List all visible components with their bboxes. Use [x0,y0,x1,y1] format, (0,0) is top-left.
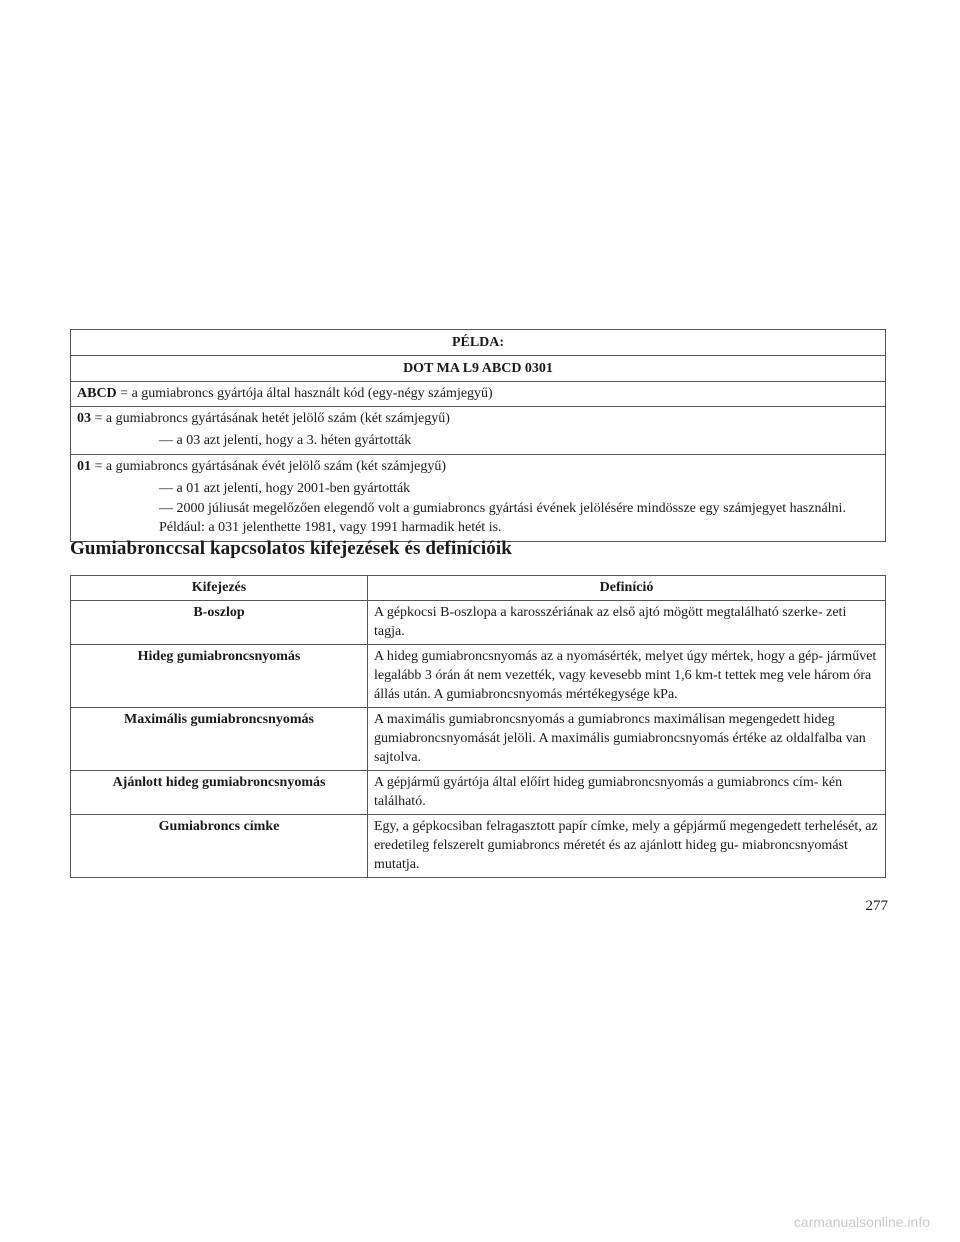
section-heading: Gumiabronccsal kapcsolatos kifejezések és definícióik [70,538,512,559]
example-row-week [71,406,885,454]
example-text: = a gumiabroncs gyártásának hetét jelölő szám (két számjegyű) [91,411,450,426]
table-row [71,771,886,815]
example-sub-line: — a 01 azt jelenti, hogy 2001-ben gyártották [159,481,411,496]
example-text: = a gumiabroncs gyártója által használt kód (egy-négy számjegyű) [116,386,493,401]
term-cell: B-oszlop [71,601,368,645]
example-sub-list [77,479,879,537]
column-header-definition: Definíció [368,576,886,601]
example-title: PÉLDA: [451,335,505,350]
example-key: 01 [77,459,91,474]
term-cell: Ajánlott hideg gumiabroncsnyomás [71,771,368,815]
table-header-row [71,576,886,601]
table-row [71,645,886,708]
example-sub-line: — 2000 júliusát megelőzően elegendő volt a gumiabroncs gyártási évének jelölésére mindössze egy számjegyet használni. Például: a 031 jelenthette 1981, vagy 1991 harmadik hetét is. [159,501,846,535]
page-number: 277 [865,898,888,914]
definition-cell: A gépjármű gyártója által előírt hideg gumiabroncsnyomás a gumiabroncs cím- kén található. [368,771,886,815]
table-row [71,815,886,878]
example-sub-line: — a 03 azt jelenti, hogy a 3. héten gyártották [159,433,412,448]
column-header-term: Kifejezés [71,576,368,601]
example-text: = a gumiabroncs gyártásának évét jelölő szám (két számjegyű) [91,459,447,474]
term-cell: Maximális gumiabroncsnyomás [71,708,368,771]
term-cell: Gumiabroncs címke [71,815,368,878]
example-row-abcd [71,381,885,406]
definition-cell: Egy, a gépkocsiban felragasztott papír címke, mely a gépjármű megengedett terhelését, az eredetileg felszerelt gumiabroncs méretét és az ajánlott hideg gu- miabroncsnyomást mutatja. [368,815,886,878]
example-box [70,329,886,542]
definition-cell: A maximális gumiabroncsnyomás a gumiabroncs maximálisan megengedett hideg gumiabroncsnyomását jelöli. A maximális gumiabroncsnyomás értéke az oldalfalba van sajtolva. [368,708,886,771]
term-cell: Hideg gumiabroncsnyomás [71,645,368,708]
table-row [71,601,886,645]
table-row [71,708,886,771]
example-row-year [71,454,885,541]
definitions-table [70,575,886,878]
example-key: ABCD [77,386,117,401]
watermark: carmanualsonline.info [793,1214,930,1230]
definition-cell: A hideg gumiabroncsnyomás az a nyomásérték, melyet úgy mértek, hogy a gép- járművet legalább 3 órán át nem vezették, vagy kevesebb mint 1,6 km-t tettek meg vele három óra állás után. A gumiabroncsnyomás mértékegysége kPa. [368,645,886,708]
definition-cell: A gépkocsi B-oszlopa a karosszériának az első ajtó mögött megtalálható szerke- zeti tagja. [368,601,886,645]
example-key: 03 [77,411,91,426]
example-sub-list [77,431,879,450]
example-code: DOT MA L9 ABCD 0301 [71,355,885,381]
